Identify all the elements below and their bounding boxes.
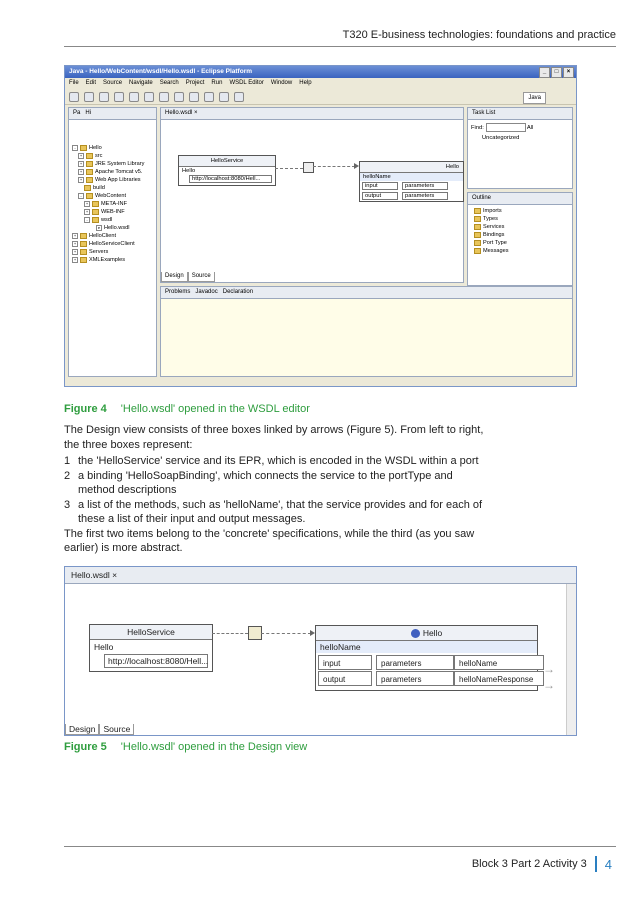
expand-icon[interactable]: + bbox=[73, 248, 77, 254]
menu-bar bbox=[65, 78, 576, 89]
tree-item[interactable]: - Hello bbox=[72, 144, 156, 152]
tree-item[interactable]: - wsdl bbox=[72, 216, 156, 224]
forward-icon[interactable] bbox=[234, 92, 244, 102]
menu-project[interactable]: Project bbox=[185, 80, 205, 86]
tab-problems[interactable]: Problems bbox=[165, 289, 191, 295]
project-icon bbox=[80, 145, 87, 151]
output-param: parameters bbox=[376, 671, 454, 686]
page-footer bbox=[472, 856, 612, 872]
tree-item[interactable]: + XMLExamples bbox=[73, 256, 126, 263]
input-label: input bbox=[318, 655, 372, 670]
footer-rule bbox=[64, 846, 616, 847]
footer-section: Block 3 Part 2 Activity 3 bbox=[471, 858, 587, 870]
maximize-icon[interactable]: □ bbox=[551, 67, 562, 78]
category-uncategorized[interactable]: Uncategorized bbox=[482, 135, 520, 141]
expand-icon[interactable]: + bbox=[79, 160, 83, 166]
tree-item[interactable]: + WEB-INF bbox=[85, 208, 125, 215]
folder-icon bbox=[92, 201, 99, 207]
wsdl-editor bbox=[160, 107, 464, 283]
new-java-project-icon[interactable] bbox=[144, 92, 154, 102]
service-box[interactable] bbox=[178, 155, 276, 186]
body-text bbox=[64, 423, 484, 556]
collapse-icon[interactable]: - bbox=[84, 217, 90, 223]
menu-edit[interactable]: Edit bbox=[85, 80, 97, 86]
tree-item[interactable]: + src bbox=[79, 152, 103, 159]
tab-source[interactable]: Source bbox=[188, 272, 215, 282]
tree-item[interactable]: + Web App Libraries bbox=[79, 176, 141, 183]
outro-paragraph: The first two items belong to the 'concrete' specifications, while the third (as you saw earlier) is more abstract. bbox=[64, 527, 475, 554]
bottom-panel bbox=[160, 286, 573, 377]
folder-icon bbox=[80, 249, 87, 255]
tab-declaration[interactable]: Declaration bbox=[222, 289, 254, 295]
new-icon[interactable] bbox=[69, 92, 79, 102]
list-item: 2 a binding 'HelloSoapBinding', which connects the service to the portType and method descriptions bbox=[64, 469, 453, 496]
project-icon bbox=[80, 233, 87, 239]
porttype-box[interactable] bbox=[359, 161, 464, 202]
project-tree bbox=[69, 142, 156, 264]
tab-package-explorer[interactable]: Pa bbox=[73, 110, 81, 116]
wsdl-file-icon: e bbox=[97, 224, 101, 230]
output-row[interactable]: output parameters bbox=[360, 191, 463, 201]
list-item: 3 a list of the methods, such as 'helloName', that the service provides and for each of these a list of their input and output messages. bbox=[64, 498, 483, 525]
expand-icon[interactable]: + bbox=[73, 240, 77, 246]
tree-item[interactable]: + Apache Tomcat v5. bbox=[79, 168, 143, 175]
tree-item[interactable]: + HelloClient bbox=[73, 232, 117, 239]
tree-item[interactable]: + Servers bbox=[73, 248, 109, 255]
figure4-caption: Figure 4 'Hello.wsdl' opened in the WSDL editor bbox=[64, 403, 310, 415]
input-row[interactable] bbox=[318, 655, 544, 670]
arrow-binding-to-porttype bbox=[313, 166, 355, 167]
binding-icon[interactable] bbox=[303, 162, 314, 173]
header-rule bbox=[64, 46, 616, 47]
menu-wsdl-editor[interactable]: WSDL Editor bbox=[229, 80, 264, 86]
output-message: helloNameResponse bbox=[454, 671, 544, 686]
service-box[interactable] bbox=[89, 624, 213, 672]
expand-icon[interactable]: + bbox=[73, 256, 77, 262]
output-row[interactable] bbox=[318, 671, 544, 686]
port-name: Hello bbox=[94, 642, 114, 652]
service-title: HelloService bbox=[179, 156, 275, 167]
library-icon bbox=[86, 177, 93, 183]
print-icon[interactable] bbox=[99, 92, 109, 102]
library-icon bbox=[86, 161, 93, 167]
tab-design[interactable]: Design bbox=[161, 272, 188, 282]
filter-all[interactable]: All bbox=[526, 125, 534, 132]
menu-help[interactable]: Help bbox=[299, 80, 312, 86]
tree-item[interactable]: + JRE System Library bbox=[79, 160, 145, 167]
package-explorer bbox=[68, 107, 157, 377]
folder-icon bbox=[84, 185, 91, 191]
arrow-binding-to-porttype bbox=[261, 633, 311, 634]
new-class-icon[interactable] bbox=[174, 92, 184, 102]
editor-tab[interactable]: Hello.wsdl × bbox=[161, 108, 463, 120]
eclipse-window-figure4 bbox=[64, 65, 577, 387]
figure5-caption: Figure 5 'Hello.wsdl' opened in the Design view bbox=[64, 741, 308, 753]
library-icon bbox=[86, 169, 93, 175]
endpoint-address[interactable]: http://localhost:8080/Hell... bbox=[104, 654, 208, 668]
search-icon[interactable] bbox=[204, 92, 214, 102]
tab-outline[interactable]: Outline bbox=[468, 193, 572, 205]
window-title-bar bbox=[65, 66, 576, 78]
porttype-title: Hello bbox=[316, 626, 537, 641]
intro-paragraph: The Design view consists of three boxes linked by arrows (Figure 5). From left to right, the three boxes represent: bbox=[64, 424, 484, 451]
bottom-tabs bbox=[161, 287, 572, 299]
folder-icon bbox=[92, 209, 99, 215]
input-message: helloName bbox=[454, 655, 544, 670]
expand-icon[interactable]: + bbox=[79, 168, 83, 174]
tab-task-list[interactable]: Task List bbox=[468, 108, 572, 120]
expand-icon[interactable]: + bbox=[85, 200, 89, 206]
arrow-right-icon: → bbox=[543, 662, 555, 676]
window-title: Java - Hello/WebContent/wsdl/Hello.wsdl - Eclipse Platform bbox=[69, 68, 252, 75]
collapse-icon[interactable]: - bbox=[72, 145, 78, 151]
design-source-tabs bbox=[161, 272, 215, 282]
project-icon bbox=[80, 257, 87, 263]
list-item: 1 the 'HelloService' service and its EPR, which is encoded in the WSDL within a port bbox=[64, 455, 479, 467]
porttype-title: Hello bbox=[360, 162, 463, 173]
collapse-icon[interactable]: - bbox=[78, 193, 84, 199]
tab-hierarchy[interactable]: Hi bbox=[85, 110, 92, 116]
tree-item[interactable]: - WebContent bbox=[72, 192, 156, 200]
input-param: parameters bbox=[376, 655, 454, 670]
editor-tab[interactable]: Hello.wsdl × bbox=[65, 567, 576, 584]
outline-item[interactable]: Imports bbox=[474, 207, 572, 215]
tree-item[interactable]: + META-INF bbox=[85, 200, 127, 207]
numbered-list bbox=[64, 454, 484, 527]
package-folder-icon bbox=[86, 153, 93, 159]
expand-icon[interactable]: + bbox=[85, 208, 89, 214]
footer-divider bbox=[595, 856, 597, 872]
vertical-scrollbar[interactable] bbox=[566, 584, 576, 735]
service-title: HelloService bbox=[90, 625, 212, 640]
explorer-tabs bbox=[69, 108, 156, 120]
page-number: 4 bbox=[604, 856, 612, 872]
arrow-right-icon: → bbox=[543, 678, 555, 692]
binding-icon[interactable] bbox=[248, 626, 262, 640]
close-icon[interactable]: × bbox=[563, 67, 574, 78]
run-icon[interactable] bbox=[129, 92, 139, 102]
tab-javadoc[interactable]: Javadoc bbox=[195, 289, 218, 295]
outline-item[interactable]: Port Type bbox=[474, 239, 572, 247]
expand-icon[interactable]: + bbox=[73, 232, 77, 238]
open-type-icon[interactable] bbox=[189, 92, 199, 102]
outline-view bbox=[467, 192, 573, 286]
menu-file[interactable]: File bbox=[69, 80, 79, 86]
menu-search[interactable]: Search bbox=[159, 80, 179, 86]
minimize-icon[interactable]: _ bbox=[539, 67, 550, 78]
tab-design[interactable]: Design bbox=[65, 724, 99, 735]
find-row: Find: All bbox=[468, 120, 572, 135]
design-view-figure5 bbox=[64, 566, 577, 736]
input-row[interactable]: input parameters bbox=[360, 181, 463, 191]
folder-icon bbox=[86, 193, 93, 199]
outline-item[interactable]: Services bbox=[474, 223, 572, 231]
output-label: output bbox=[318, 671, 372, 686]
folder-icon bbox=[92, 217, 99, 223]
project-icon bbox=[80, 241, 87, 247]
arrow-service-to-binding bbox=[212, 633, 248, 634]
window-controls bbox=[539, 67, 574, 78]
toolbar bbox=[65, 89, 576, 105]
save-icon[interactable] bbox=[84, 92, 94, 102]
operation-name[interactable]: helloName bbox=[360, 173, 463, 181]
menu-source[interactable]: Source bbox=[103, 80, 123, 86]
expand-icon[interactable]: + bbox=[79, 152, 83, 158]
running-header: T320 E-business technologies: foundations and practice bbox=[342, 29, 616, 41]
outline-tree bbox=[468, 205, 572, 255]
perspective-java[interactable]: Java bbox=[523, 92, 546, 104]
interface-icon bbox=[411, 629, 420, 638]
tab-source[interactable]: Source bbox=[99, 724, 134, 735]
endpoint-address[interactable]: http://localhost:8080/Hell... bbox=[189, 175, 272, 183]
tree-item[interactable]: e Hello.wsdl bbox=[97, 224, 130, 231]
tree-item[interactable]: + HelloServiceClient bbox=[73, 240, 135, 247]
port-name: Hello bbox=[182, 168, 196, 174]
outline-item[interactable]: Messages bbox=[474, 247, 572, 255]
outline-item[interactable]: Types bbox=[474, 215, 572, 223]
design-source-tabs bbox=[65, 724, 134, 735]
debug-icon[interactable] bbox=[114, 92, 124, 102]
menu-navigate[interactable]: Navigate bbox=[129, 80, 153, 86]
operation-name[interactable]: helloName bbox=[316, 641, 537, 653]
back-icon[interactable] bbox=[219, 92, 229, 102]
new-package-icon[interactable] bbox=[159, 92, 169, 102]
arrow-service-to-binding bbox=[275, 168, 303, 169]
menu-run[interactable]: Run bbox=[211, 80, 223, 86]
tree-item[interactable]: build bbox=[72, 184, 156, 192]
expand-icon[interactable]: + bbox=[79, 176, 83, 182]
task-list-view bbox=[467, 107, 573, 189]
find-input[interactable] bbox=[486, 123, 526, 132]
menu-window[interactable]: Window bbox=[270, 80, 293, 86]
outline-item[interactable]: Bindings bbox=[474, 231, 572, 239]
